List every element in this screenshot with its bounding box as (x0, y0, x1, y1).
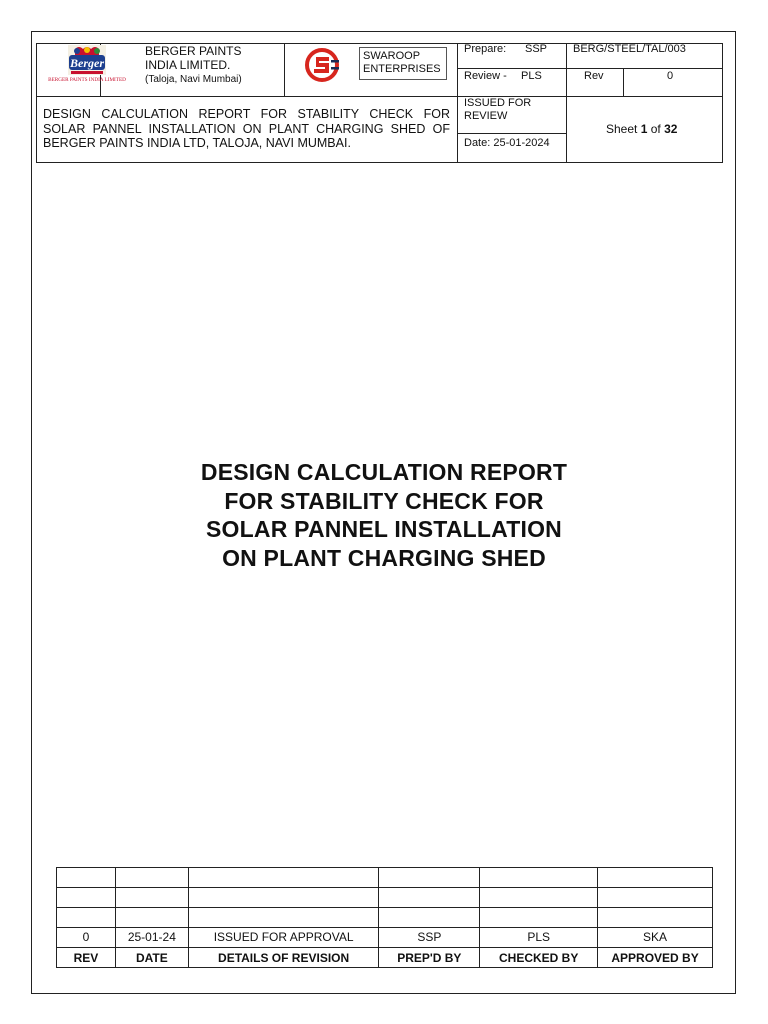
table-cell (57, 908, 116, 928)
contractor-name-line1: SWAROOP (363, 50, 421, 62)
table-row (57, 928, 713, 948)
table-row (57, 888, 713, 908)
table-cell (379, 868, 480, 888)
column-header: PREP'D BY (379, 948, 480, 968)
table-cell (115, 908, 188, 928)
table-cell (188, 868, 379, 888)
table-cell (598, 908, 713, 928)
sheet-of: of (650, 122, 661, 136)
table-row (57, 908, 713, 928)
table-cell: SKA (598, 928, 713, 948)
table-cell (480, 868, 598, 888)
table-cell (598, 868, 713, 888)
svg-text:Berger: Berger (70, 56, 104, 70)
prepare-label: Prepare: (464, 43, 507, 55)
client-name (145, 44, 241, 72)
divider (566, 44, 567, 163)
divider (284, 44, 285, 96)
table-cell (115, 868, 188, 888)
title-line: ON PLANT CHARGING SHED (222, 544, 546, 571)
table-cell (598, 888, 713, 908)
table-cell: PLS (480, 928, 598, 948)
issue-status-line1: ISSUED FOR (464, 97, 532, 109)
table-cell: 0 (57, 928, 116, 948)
contractor-name-line2: ENTERPRISES (363, 63, 441, 75)
sheet-total: 32 (664, 122, 678, 136)
divider (457, 44, 458, 163)
swaroop-enterprises-logo-icon (302, 48, 342, 82)
sheet-current: 1 (640, 122, 648, 136)
table-cell (188, 888, 379, 908)
column-header: DATE (115, 948, 188, 968)
table-cell (379, 908, 480, 928)
client-location: (Taloja, Navi Mumbai) (145, 74, 242, 85)
divider (457, 68, 723, 69)
column-header: APPROVED BY (598, 948, 713, 968)
table-cell (188, 908, 379, 928)
document-title (120, 458, 648, 572)
contractor-name-box (359, 47, 447, 80)
rev-value: 0 (667, 70, 674, 82)
table-cell (480, 908, 598, 928)
column-header: REV (57, 948, 116, 968)
report-description: DESIGN CALCULATION REPORT FOR STABILITY CHECK FOR SOLAR PANNEL INSTALLATION ON PLANT CHARGING SHED OF BERGER PAINTS INDIA LTD, TALOJA, NAVI MUMBAI. (43, 107, 450, 150)
client-name-line1: BERGER PAINTS (145, 44, 242, 58)
prepare-value: SSP (525, 43, 548, 55)
table-row (57, 868, 713, 888)
table-cell (379, 888, 480, 908)
issue-date: Date: 25-01-2024 (464, 137, 550, 149)
table-cell (57, 888, 116, 908)
divider (457, 133, 566, 134)
table-header-row (57, 948, 713, 968)
table-cell (480, 888, 598, 908)
title-line: DESIGN CALCULATION REPORT (200, 459, 568, 485)
column-header: DETAILS OF REVISION (188, 948, 379, 968)
table-cell: ISSUED FOR APPROVAL (188, 928, 379, 948)
divider (623, 68, 624, 96)
revision-table (56, 867, 713, 968)
rev-label: Rev (584, 70, 604, 82)
review-value: PLS (521, 70, 542, 82)
table-cell: SSP (379, 928, 480, 948)
title-line: SOLAR PANNEL INSTALLATION (206, 516, 562, 542)
review-label: Review - (464, 70, 507, 82)
issue-status-line2: REVIEW (464, 110, 508, 122)
table-cell: 25-01-24 (115, 928, 188, 948)
divider (37, 96, 723, 97)
sheet-number (606, 123, 677, 136)
column-header: CHECKED BY (480, 948, 598, 968)
issue-status (464, 97, 531, 123)
table-cell (115, 888, 188, 908)
svg-text:BERGER PAINTS INDIA LIMITED: BERGER PAINTS INDIA LIMITED (48, 77, 126, 83)
client-name-line2: INDIA LIMITED. (145, 58, 231, 72)
sheet-prefix: Sheet (606, 122, 638, 136)
berger-logo-icon (45, 45, 129, 87)
document-number: BERG/STEEL/TAL/003 (573, 43, 686, 55)
title-line: FOR STABILITY CHECK FOR (224, 487, 544, 514)
table-cell (57, 868, 116, 888)
